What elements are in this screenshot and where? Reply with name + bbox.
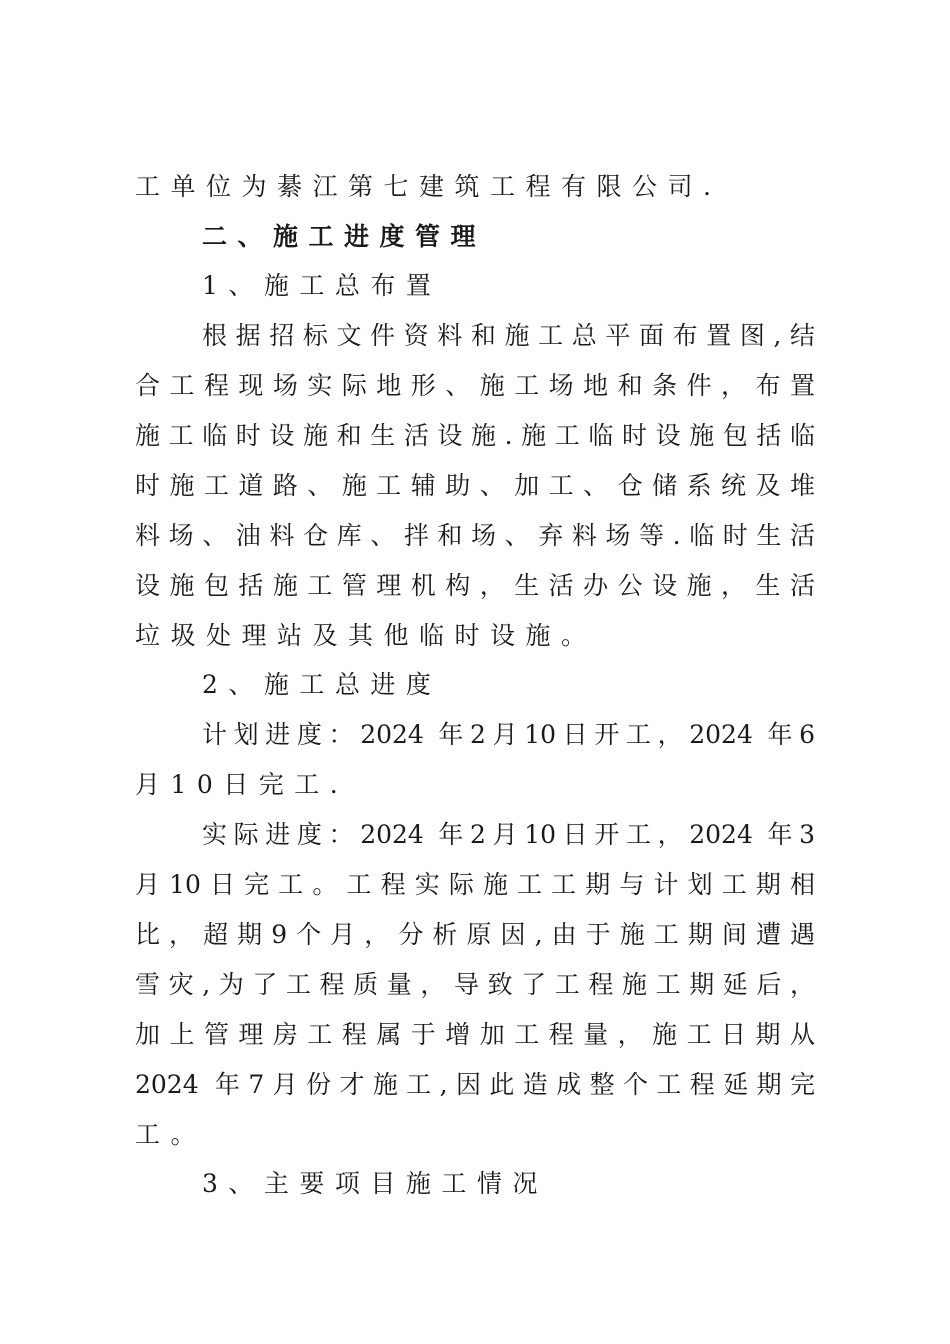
body-text-line: 合工程现场实际地形、施工场地和条件，布置 (135, 371, 815, 400)
subsection-heading: 3、主要项目施工情况 (202, 1169, 548, 1198)
body-text-line: 月10日完工. (135, 770, 349, 799)
body-text-line: 垃圾处理站及其他临时设施。 (135, 621, 597, 650)
subsection-heading: 1、施工总布置 (202, 271, 442, 300)
body-text-line: 比，超期9个月，分析原因,由于施工期间遭遇 (135, 920, 815, 949)
body-text-line: 加上管理房工程属于增加工程量，施工日期从 (135, 1020, 815, 1049)
body-text-line: 月10日完工。工程实际施工工期与计划工期相 (135, 870, 815, 899)
paragraph-first-line: 根据招标文件资料和施工总平面布置图,结 (202, 321, 815, 350)
body-text-line: 施工临时设施和生活设施.施工临时设施包括临 (135, 421, 815, 450)
body-text-line: 雪灾,为了工程质量，导致了工程施工期延后， (135, 970, 815, 999)
paragraph-first-line: 计划进度：2024 年2月10日开工，2024 年6 (202, 720, 815, 749)
body-text-line: 工。 (135, 1120, 207, 1149)
section-heading: 二、施工进度管理 (202, 222, 487, 251)
body-text-line: 设施包括施工管理机构，生活办公设施，生活 (135, 571, 815, 600)
paragraph-first-line: 实际进度：2024 年2月10日开工，2024 年3 (202, 820, 815, 849)
subsection-heading: 2、施工总进度 (202, 670, 442, 699)
body-text-line: 2024 年7月份才施工,因此造成整个工程延期完 (135, 1070, 815, 1099)
body-text-line: 料场、油料仓库、拌和场、弃料场等.临时生活 (135, 521, 815, 550)
body-text-line: 工单位为綦江第七建筑工程有限公司. (135, 172, 722, 201)
body-text-line: 时施工道路、施工辅助、加工、仓储系统及堆 (135, 471, 815, 500)
